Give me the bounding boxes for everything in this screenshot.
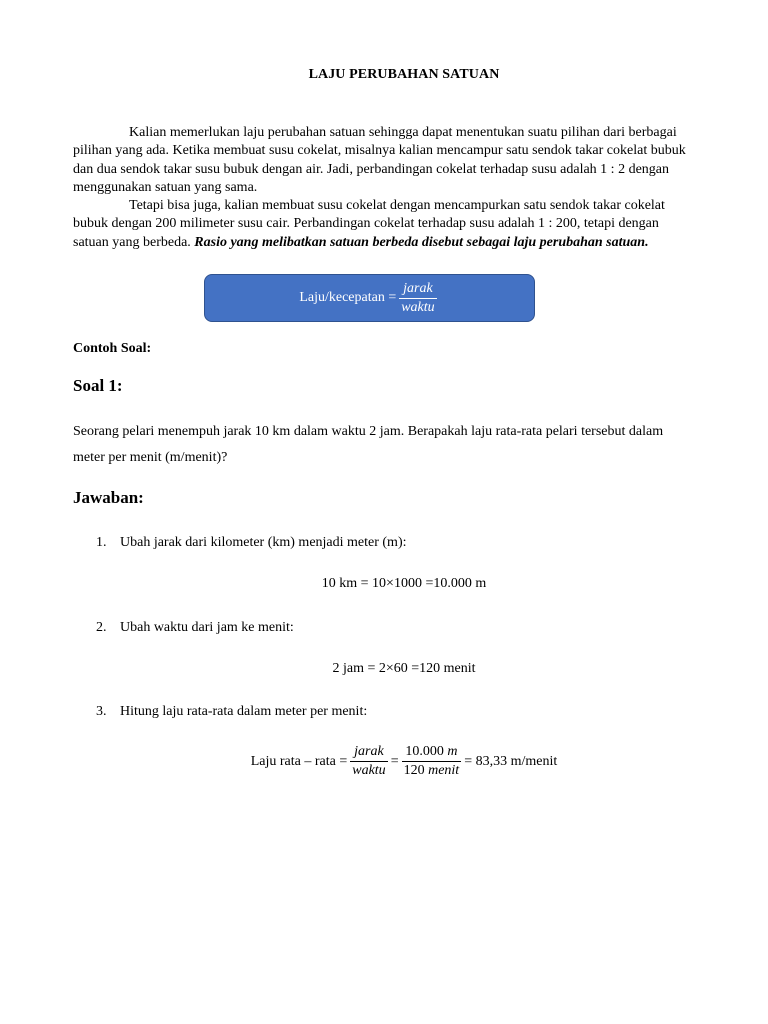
final-fraction-2-denominator-unit: menit bbox=[428, 763, 460, 778]
final-fraction-1-denominator: waktu bbox=[352, 763, 386, 778]
step-1-number: 1. bbox=[96, 535, 107, 550]
final-equation-result: = 83,33 m/menit bbox=[464, 753, 558, 769]
formula-numerator: jarak bbox=[403, 280, 433, 296]
intro-paragraph-2-emphasis: Rasio yang melibatkan satuan berbeda disebut sebagai laju perubahan satuan. bbox=[194, 234, 649, 250]
intro-paragraph-2-text: Tetapi bisa juga, kalian membuat susu cokelat dengan mencampurkan satu sendok takar cokelat bubuk dengan 200 milimeter susu cair. Perbandingan cokelat terhadap susu adalah 1 : 200, tetapi dengan satuan yang berbeda. bbox=[73, 198, 665, 250]
soal-heading: Soal 1: bbox=[73, 376, 123, 395]
final-equation-lhs: Laju rata – rata = bbox=[250, 753, 348, 769]
formula-box bbox=[204, 274, 535, 322]
soal-text: Seorang pelari menempuh jarak 10 km dalam waktu 2 jam. Berapakah laju rata-rata pelari tersebut dalam meter per menit (m/menit)? bbox=[73, 424, 664, 465]
final-fraction-2-denominator-value: 120 bbox=[403, 763, 425, 778]
step-2-number: 2. bbox=[96, 620, 107, 635]
final-fraction-1 bbox=[350, 744, 387, 779]
jawaban-heading: Jawaban: bbox=[73, 488, 144, 507]
final-fraction-2 bbox=[402, 744, 462, 779]
intro-paragraph-2 bbox=[73, 197, 689, 252]
contoh-soal-heading: Contoh Soal: bbox=[73, 341, 152, 356]
intro-paragraph-1: Kalian memerlukan laju perubahan satuan sehingga dapat menentukan suatu pilihan dari berbagai pilihan yang ada. Ketika membuat susu cokelat, misalnya kalian mencampur satu sendok takar cokelat bubuk dan dua sendok takar susu bubuk dengan air. Jadi, perbandingan cokelat terhadap susu adalah 1 : 2 dengan menggunakan satuan yang sama. bbox=[73, 125, 686, 195]
formula-denominator: waktu bbox=[401, 299, 435, 315]
final-fraction-2-numerator bbox=[403, 744, 459, 761]
step-3-number: 3. bbox=[96, 704, 107, 719]
step-3-text: Hitung laju rata-rata dalam meter per menit: bbox=[120, 704, 368, 719]
step-2-equation: 2 jam = 2×60 =120 menit bbox=[332, 661, 476, 676]
final-fraction-1-numerator: jarak bbox=[354, 744, 384, 759]
step-2-text: Ubah waktu dari jam ke menit: bbox=[120, 620, 294, 635]
final-fraction-2-denominator bbox=[402, 761, 462, 779]
final-equation bbox=[0, 744, 768, 779]
final-equation-equals: = bbox=[390, 753, 399, 769]
formula-fraction bbox=[399, 281, 436, 316]
step-1-text: Ubah jarak dari kilometer (km) menjadi meter (m): bbox=[120, 535, 407, 550]
formula-label: Laju/kecepatan = bbox=[299, 290, 397, 305]
document-title: LAJU PERUBAHAN SATUAN bbox=[308, 67, 500, 82]
step-1-equation: 10 km = 10×1000 =10.000 m bbox=[321, 576, 487, 591]
final-fraction-2-numerator-unit: m bbox=[447, 744, 458, 759]
final-fraction-2-numerator-value: 10.000 bbox=[405, 744, 444, 759]
